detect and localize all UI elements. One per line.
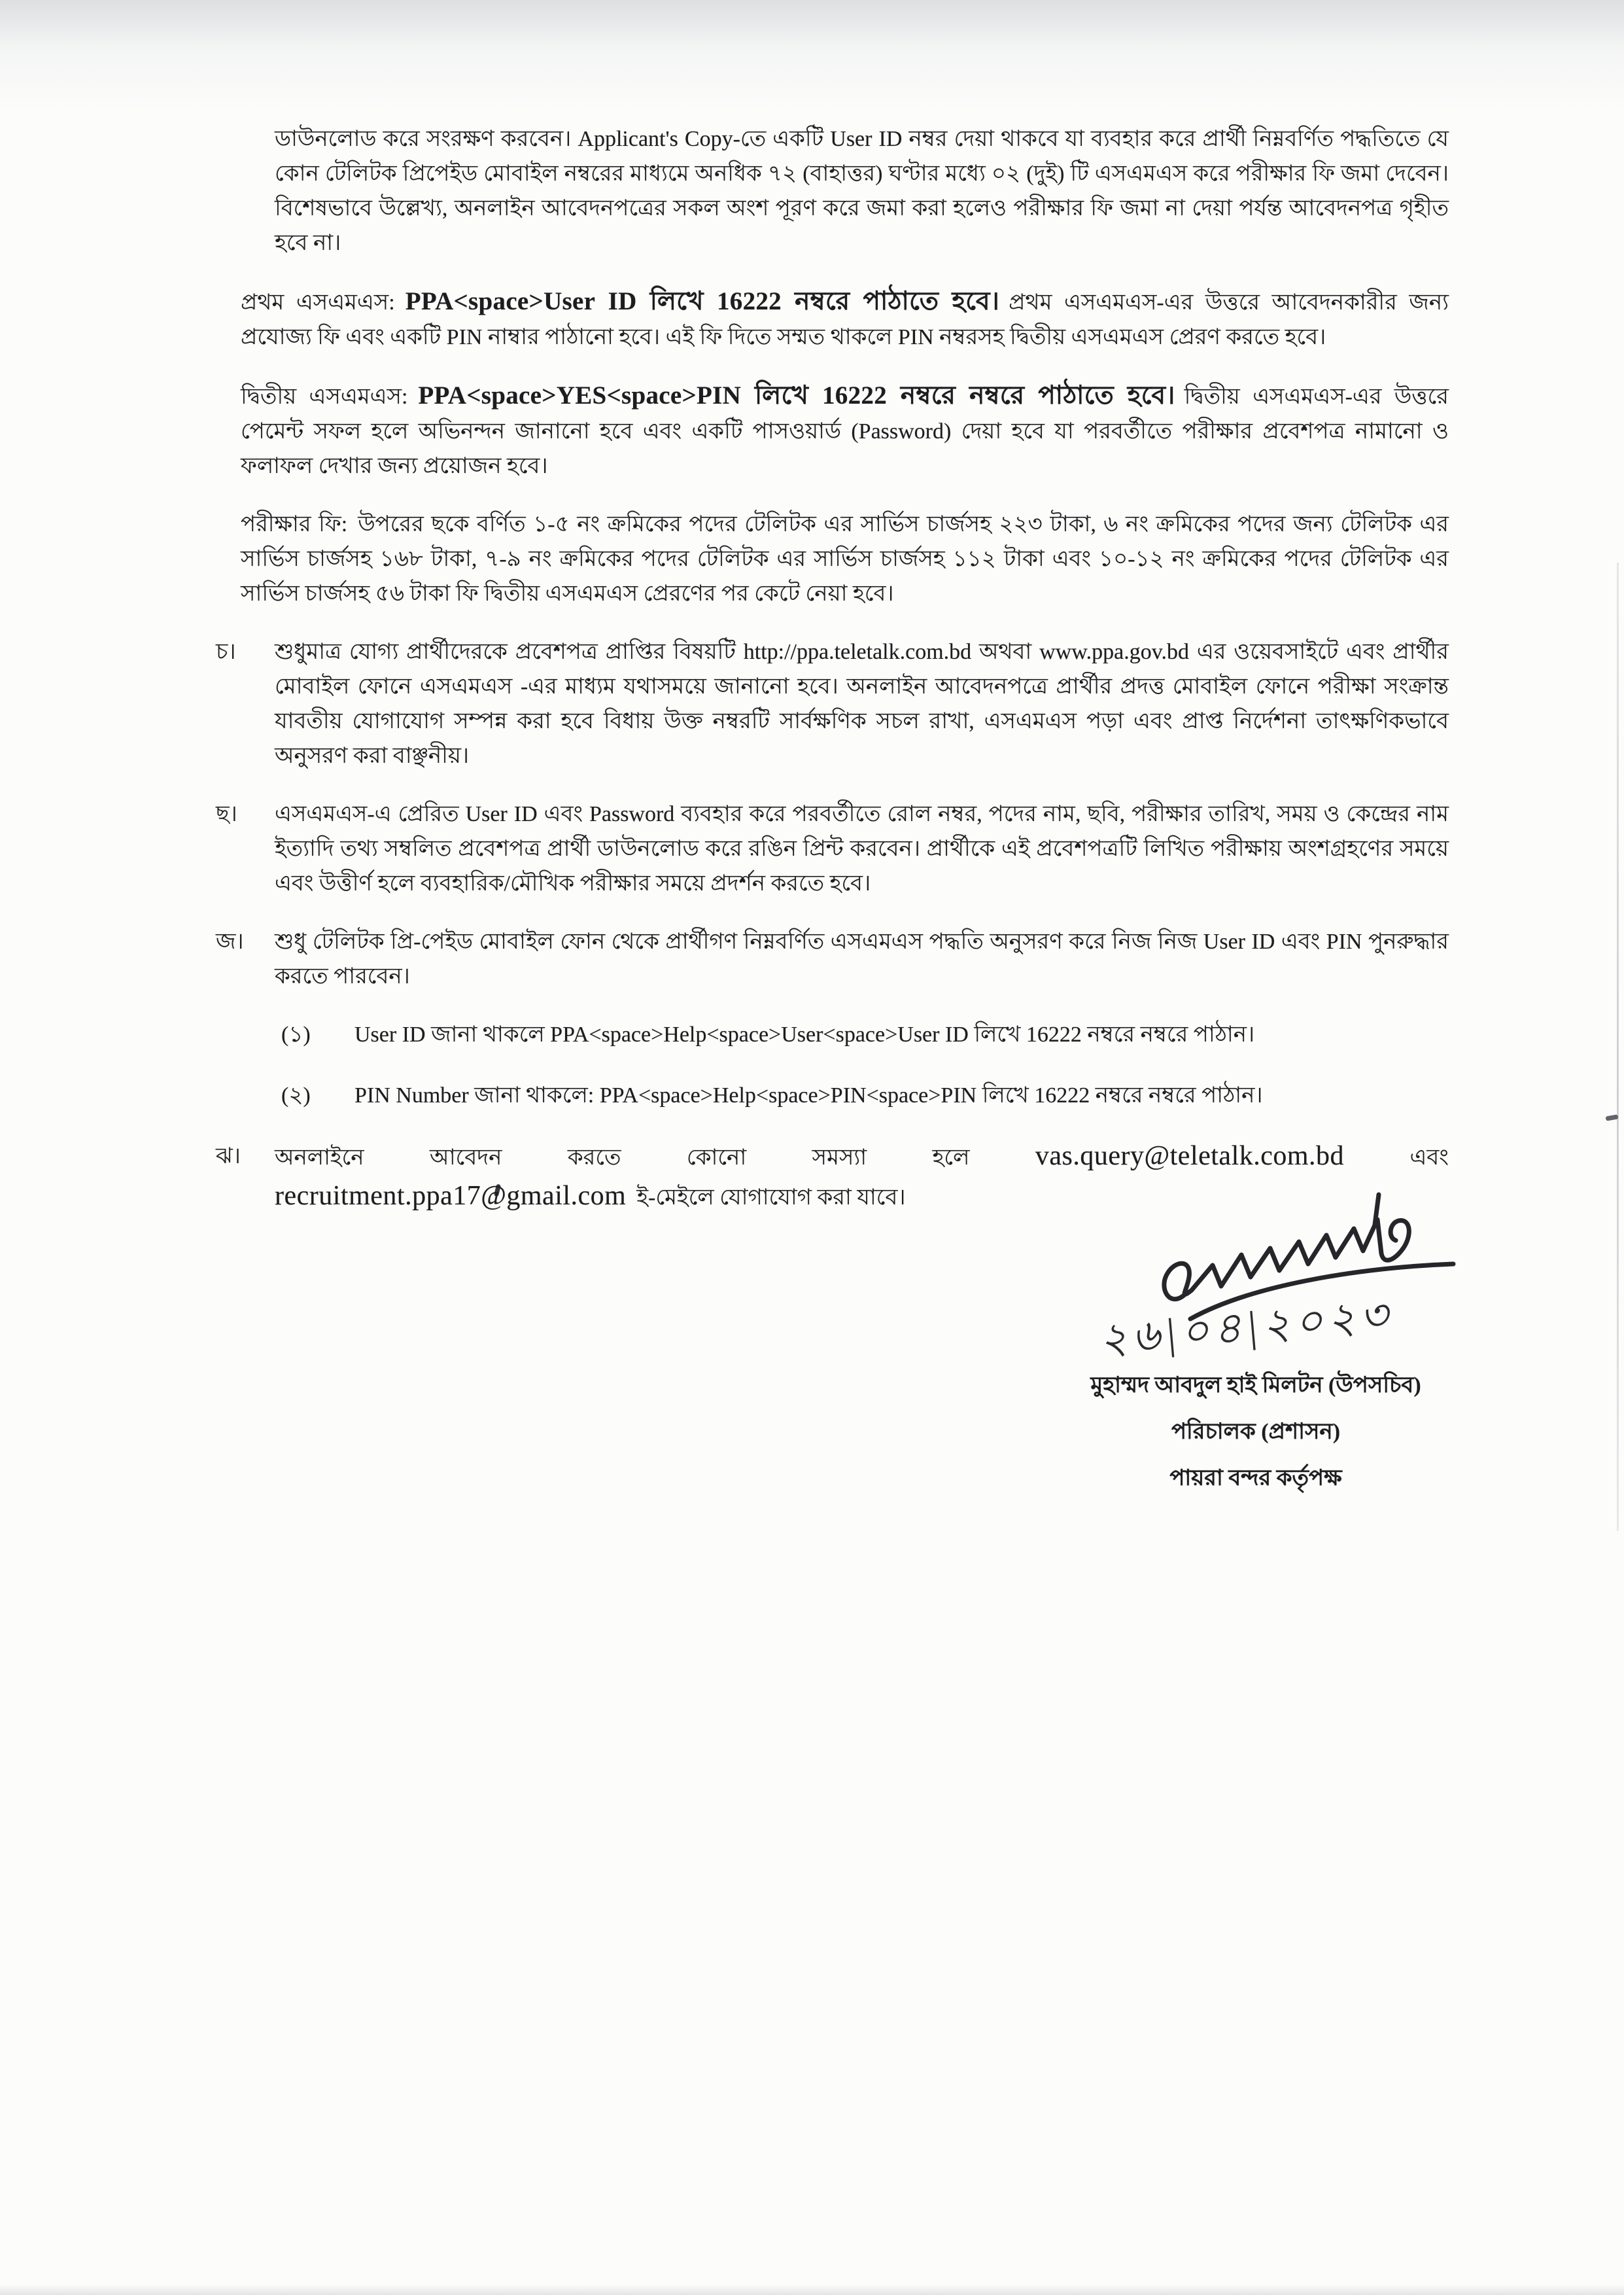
item-jha-label: ঝ। <box>216 1144 241 1168</box>
jha-word-1: অনলাইনে <box>275 1146 364 1170</box>
scanner-top-shadow <box>0 0 1624 111</box>
sms2-lead: দ্বিতীয় এসএমএস: <box>241 385 408 409</box>
signatory-organization: পায়রা বন্দর কর্তৃপক্ষ <box>1169 1466 1342 1490</box>
document-body <box>216 122 1449 1238</box>
item-chha <box>216 797 1449 901</box>
sms1-command: PPA<space>User ID লিখে 16222 নম্বরে পাঠাতে হবে। <box>405 287 1000 315</box>
item-ja <box>216 924 1449 994</box>
sms1-detail: প্রথম এসএমএস-এর উত্তরে আবেদনকারীর জন্য প্রযোজ্য ফি এবং একটি PIN নাম্বার পাঠানো হবে। এই ফি দিতে সম্মত থাকলে PIN নম্বরসহ দ্বিতীয় এসএমএস প্রেরণ করতে হবে। <box>241 290 1449 349</box>
support-email-recruitment: recruitment.ppa17@gmail.com <box>275 1181 627 1211</box>
item-chha-text: এসএমএস-এ প্রেরিত User ID এবং Password ব্যবহার করে পরবর্তীতে রোল নম্বর, পদের নাম, ছবি, পরীক্ষার তারিখ, সময় ও কেন্দ্রের নাম ইত্যাদি তথ্য সম্বলিত প্রবেশপত্র প্রার্থী ডাউনলোড করে রঙিন প্রিন্ট করবেন। প্রার্থীকে এই প্রবেশপত্রটি লিখিত পরীক্ষায় অংশগ্রহণের সময়ে এবং উত্তীর্ণ হলে ব্যবহারিক/মৌখিক পরীক্ষার সময়ে প্রদর্শন করতে হবে। <box>275 802 1449 896</box>
signatory-name: মুহাম্মদ আবদুল হাই মিলটন (উপসচিব) <box>1090 1373 1421 1397</box>
intro-text: ডাউনলোড করে সংরক্ষণ করবেন। Applicant's Copy-তে একটি User ID নম্বর দেয়া থাকবে যা ব্যবহার করে প্রার্থী নিম্নবর্ণিত পদ্ধতিতে যে কোন টেলিটক প্রিপেইড মোবাইল নম্বরের মাধ্যমে অনধিক ৭২ (বাহাত্তর) ঘণ্টার মধ্যে ০২ (দুই) টি এসএমএস করে পরীক্ষার ফি জমা দেবেন। বিশেষভাবে উল্লেখ্য, অনলাইন আবেদনপত্রের সকল অংশ পূরণ করে জমা করা হলেও পরীক্ষার ফি জমা না দেয়া পর্যন্ত আবেদনপত্র গৃহীত হবে না। <box>275 127 1449 255</box>
subitem-2-number: (২) <box>281 1083 311 1108</box>
jha-word-2: আবেদন <box>430 1146 502 1170</box>
item-ja-text: শুধু টেলিটক প্রি-পেইড মোবাইল ফোন থেকে প্রার্থীগণ নিম্নবর্ণিত এসএমএস পদ্ধতি অনুসরণ করে নিজ নিজ User ID এবং PIN পুনরুদ্ধার করতে পারবেন। <box>275 930 1449 989</box>
fee-detail: উপরের ছকে বর্ণিত ১-৫ নং ক্রমিকের পদের টেলিটক এর সার্ভিস চার্জসহ ২২৩ টাকা, ৬ নং ক্রমিকের পদের জন্য টেলিটক এর সার্ভিস চার্জসহ ১৬৮ টাকা, ৭-৯ নং ক্রমিকের পদের টেলিটক এর সার্ভিস চার্জসহ ১১২ টাকা এবং ১০-১২ নং ক্রমিকের পদের টেলিটক এর সার্ভিস চার্জসহ ৫৬ টাকা ফি দ্বিতীয় এসএমএস প্রেরণের পর কেটে নেয়া হবে। <box>241 512 1449 606</box>
jha-word-6: হলে <box>932 1146 970 1170</box>
signatory-designation: পরিচালক (প্রশাসন) <box>1171 1420 1341 1444</box>
subitem-2-text: PIN Number জানা থাকলে: PPA<space>Help<space>PIN<space>PIN লিখে 16222 নম্বরে নম্বরে পাঠান। <box>354 1083 1263 1108</box>
support-email-teletalk: vas.query@teletalk.com.bd <box>1035 1141 1345 1171</box>
jha-word-5: সমস্যা <box>812 1146 867 1170</box>
sms1-lead: প্রথম এসএমএস: <box>241 290 395 315</box>
sms-step-1 <box>216 284 1449 355</box>
subitem-1-text: User ID জানা থাকলে PPA<space>Help<space>User<space>User ID লিখে 16222 নম্বরে নম্বরে পাঠান। <box>354 1023 1255 1047</box>
signatory-block <box>1040 1362 1472 1501</box>
sms2-detail: দ্বিতীয় এসএমএস-এর উত্তরে পেমেন্ট সফল হলে অভিনন্দন জানানো হবে এবং একটি পাসওয়ার্ড (Password) দেয়া হবে যা পরবর্তীতে পরীক্ষার প্রবেশপত্র নামানো ও ফলাফল দেখার জন্য প্রয়োজন হবে। <box>241 385 1449 478</box>
item-ja-label: জ। <box>216 930 244 954</box>
item-chha-label: ছ। <box>216 802 237 826</box>
scan-edge-line-artifact <box>1617 563 1619 1531</box>
subitem-1-number: (১) <box>281 1023 311 1047</box>
sms2-command: PPA<space>YES<space>PIN লিখে 16222 নম্বরে নম্বরে পাঠাতে হবে। <box>418 381 1175 410</box>
item-cha <box>216 635 1449 773</box>
jha-closing: ই-মেইলে যোগাযোগ করা যাবে। <box>636 1185 906 1210</box>
jha-word-4: কোনো <box>686 1146 747 1170</box>
handwritten-date: ২৬|০৪|২০২৩ <box>1097 1290 1394 1364</box>
jha-conjunction: এবং <box>1409 1146 1449 1170</box>
intro-label-spacer <box>216 122 275 260</box>
sms-step-2 <box>216 378 1449 483</box>
subitem-1 <box>216 1017 1449 1052</box>
jha-word-3: করতে <box>567 1146 621 1170</box>
item-cha-label: চ। <box>216 640 236 664</box>
item-jha-line1 <box>275 1139 1449 1175</box>
subitem-2 <box>216 1078 1449 1113</box>
scanner-bottom-shadow <box>0 2285 1624 2295</box>
exam-fee-paragraph <box>216 507 1449 611</box>
item-cha-text: শুধুমাত্র যোগ্য প্রার্থীদেরকে প্রবেশপত্র প্রাপ্তির বিষয়টি http://ppa.teletalk.com.bd অথবা www.ppa.gov.bd এর ওয়েবসাইটে এবং প্রার্থীর মোবাইল ফোনে এসএমএস -এর মাধ্যম যথাসময়ে জানানো হবে। অনলাইন আবেদনপত্রে প্রার্থীর প্রদত্ত মোবাইল ফোনে পরীক্ষা সংক্রান্ত যাবতীয় যোগাযোগ সম্পন্ন করা হবে বিধায় উক্ত নম্বরটি সার্বক্ষণিক সচল রাখা, এসএমএস পড়া এবং প্রাপ্ত নির্দেশনা তাৎক্ষণিকভাবে অনুসরণ করা বাঞ্ছনীয়। <box>275 640 1449 768</box>
fee-lead: পরীক্ষার ফি: <box>241 512 348 536</box>
intro-paragraph <box>216 122 1449 260</box>
